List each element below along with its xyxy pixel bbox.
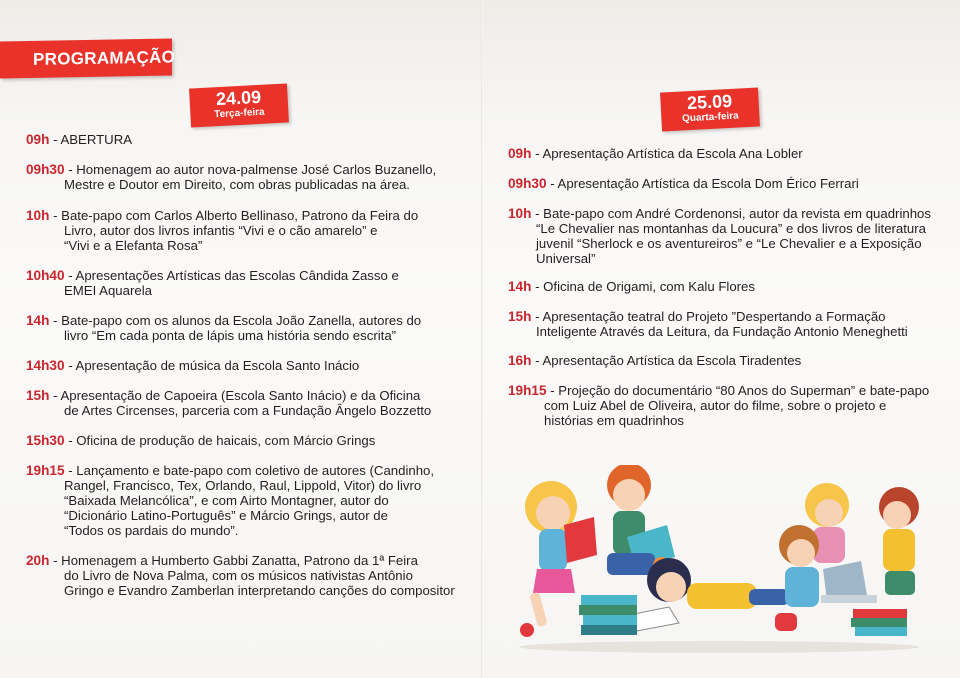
schedule-time: 19h15: [508, 383, 547, 398]
schedule-text: Projeção do documentário “80 Anos do Superman” e bate-papo: [558, 383, 930, 398]
schedule-time: 10h40: [26, 268, 65, 283]
schedule-item: 10h - Bate-papo com Carlos Alberto Bellinaso, Patrono da Feira do Livro, autor dos livros infantis “Vivi e o cão amarelo” e “Vivi e a Elefanta Rosa”: [26, 208, 419, 253]
schedule-text: de Artes Circenses, parceria com a Fundação Ângelo Bozzetto: [64, 403, 432, 418]
schedule-text: “Dicionário Latino-Português” e Márcio Grings, autor de: [64, 508, 388, 523]
schedule-text: Universal”: [536, 251, 596, 266]
schedule-text: histórias em quadrinhos: [544, 413, 685, 428]
schedule-time: 09h: [26, 132, 50, 147]
date-tag-day1: [189, 83, 289, 127]
schedule-time: 14h: [26, 313, 50, 328]
children-reading-illustration: [509, 465, 929, 655]
schedule-time: 16h: [508, 353, 532, 368]
day2-date: 25.09: [686, 90, 733, 114]
schedule-item: 19h15 - Projeção do documentário “80 Anos do Superman” e bate-papo com Luiz Abel de Oliveira, autor do filme, sobre o projeto e histórias em quadrinhos: [508, 383, 930, 428]
schedule-text: Apresentação de música da Escola Santo Inácio: [75, 358, 360, 373]
schedule-text: Livro, autor dos livros infantis “Vivi e o cão amarelo” e: [64, 223, 378, 238]
schedule-text: EMEI Aquarela: [64, 283, 152, 298]
schedule-item: 14h - Oficina de Origami, com Kalu Flores: [508, 279, 755, 294]
schedule-text: Bate-papo com Carlos Alberto Bellinaso, Patrono da Feira do: [61, 208, 419, 223]
schedule-item: 20h - Homenagem a Humberto Gabbi Zanatta, Patrono da 1ª Feira do Livro de Nova Palma, com os músicos nativistas Antônio Gringo e Evandro Zamberlan interpretando canções do compositor: [26, 553, 455, 598]
schedule-item: 09h30 - Apresentação Artística da Escola Dom Érico Ferrari: [508, 176, 859, 191]
schedule-text: “Todos os pardais do mundo”.: [64, 523, 239, 538]
schedule-text: juvenil “Sherlock e os aventureiros” e “Le Chevalier e a Exposição: [536, 236, 922, 251]
schedule-item: 14h30 - Apresentação de música da Escola Santo Inácio: [26, 358, 360, 373]
schedule-text: Oficina de produção de haicais, com Márcio Grings: [76, 433, 376, 448]
schedule-text: Apresentação teatral do Projeto ”Despertando a Formação: [542, 309, 886, 324]
schedule-text: Apresentação de Capoeira (Escola Santo Inácio) e da Oficina: [60, 388, 421, 403]
schedule-item: 10h - Bate-papo com André Cordenonsi, autor da revista em quadrinhos “Le Chevalier nas montanhas da Loucura” e dos livros de literatura juvenil “Sherlock e os aventureiros” e “Le Chevalier e a Exposição Universal”: [508, 206, 931, 266]
schedule-item: 10h40 - Apresentações Artísticas das Escolas Cândida Zasso e EMEI Aquarela: [26, 268, 399, 298]
day2-weekday: Quarta-feira: [681, 110, 740, 125]
schedule-time: 15h: [508, 309, 532, 324]
schedule-time: 20h: [26, 553, 50, 568]
schedule-text: Apresentações Artísticas das Escolas Cândida Zasso e: [75, 268, 399, 283]
schedule-text: “Vivi e a Elefanta Rosa”: [64, 238, 203, 253]
schedule-text: Gringo e Evandro Zamberlan interpretando canções do compositor: [64, 583, 455, 598]
schedule-text: Bate-papo com os alunos da Escola João Zanella, autores do: [61, 313, 422, 328]
schedule-text: “Baixada Melancólica”, e com Airto Montagner, autor do: [64, 493, 389, 508]
schedule-time: 14h30: [26, 358, 65, 373]
schedule-text: Inteligente Através da Leitura, da Fundação Antonio Meneghetti: [536, 324, 908, 339]
program-title: PROGRAMAÇÃO: [33, 47, 176, 69]
schedule-item: 09h - ABERTURA: [26, 132, 133, 147]
schedule-item: 14h - Bate-papo com os alunos da Escola João Zanella, autores do livro “Em cada ponta de lápis uma história sendo escrita”: [26, 313, 422, 343]
schedule-text: Homenagem a Humberto Gabbi Zanatta, Patrono da 1ª Feira: [61, 553, 418, 568]
schedule-time: 09h30: [26, 162, 65, 177]
day1-date: 24.09: [215, 86, 262, 110]
schedule-time: 09h30: [508, 176, 547, 191]
schedule-text: com Luiz Abel de Oliveira, autor do filme, sobre o projeto e: [544, 398, 887, 413]
schedule-text: Apresentação Artística da Escola Ana Lobler: [542, 146, 803, 161]
schedule-text: “Le Chevalier nas montanhas da Loucura” e dos livros de literatura: [536, 221, 926, 236]
schedule-item: 15h - Apresentação teatral do Projeto ”Despertando a Formação Inteligente Através da Leitura, da Fundação Antonio Meneghetti: [508, 309, 908, 339]
program-title-banner: [0, 38, 176, 78]
schedule-text: Oficina de Origami, com Kalu Flores: [543, 279, 755, 294]
schedule-text: Rangel, Francisco, Tex, Orlando, Raul, Lippold, Vitor) do livro: [64, 478, 422, 493]
schedule-time: 19h15: [26, 463, 65, 478]
schedule-text: Homenagem ao autor nova-palmense José Carlos Buzanello,: [76, 162, 437, 177]
day1-weekday: Terça-feira: [213, 106, 265, 121]
schedule-text: ABERTURA: [60, 132, 133, 147]
date-tag-day2: [660, 87, 760, 131]
schedule-time: 09h: [508, 146, 532, 161]
schedule-time: 10h: [508, 206, 532, 221]
schedule-text: Bate-papo com André Cordenonsi, autor da revista em quadrinhos: [543, 206, 931, 221]
schedule-item: 09h - Apresentação Artística da Escola Ana Lobler: [508, 146, 803, 161]
schedule-item: 15h30 - Oficina de produção de haicais, com Márcio Grings: [26, 433, 376, 448]
schedule-text: Lançamento e bate-papo com coletivo de autores (Candinho,: [76, 463, 435, 478]
schedule-item: 09h30 - Homenagem ao autor nova-palmense José Carlos Buzanello, Mestre e Doutor em Direito, com obras publicadas na área.: [26, 162, 437, 192]
schedule-item: 15h - Apresentação de Capoeira (Escola Santo Inácio) e da Oficina de Artes Circenses, parceria com a Fundação Ângelo Bozzetto: [26, 388, 432, 418]
schedule-time: 15h: [26, 388, 50, 403]
schedule-item: 19h15 - Lançamento e bate-papo com coletivo de autores (Candinho, Rangel, Francisco, Tex, Orlando, Raul, Lippold, Vitor) do livro “Baixada Melancólica”, e com Airto Montagner, autor do “Dicionário Latino-Português” e Márcio Grings, autor de “Todos os pardais do mundo”.: [26, 463, 435, 538]
schedule-text: Apresentação Artística da Escola Dom Érico Ferrari: [557, 176, 859, 191]
schedule-time: 14h: [508, 279, 532, 294]
schedule-text: Mestre e Doutor em Direito, com obras publicadas na área.: [64, 177, 410, 192]
schedule-text: Apresentação Artística da Escola Tiradentes: [542, 353, 802, 368]
schedule-item: 16h - Apresentação Artística da Escola Tiradentes: [508, 353, 802, 368]
schedule-time: 15h30: [26, 433, 65, 448]
schedule-time: 10h: [26, 208, 50, 223]
schedule-text: do Livro de Nova Palma, com os músicos nativistas Antônio: [64, 568, 413, 583]
schedule-text: livro “Em cada ponta de lápis uma história sendo escrita”: [64, 328, 397, 343]
